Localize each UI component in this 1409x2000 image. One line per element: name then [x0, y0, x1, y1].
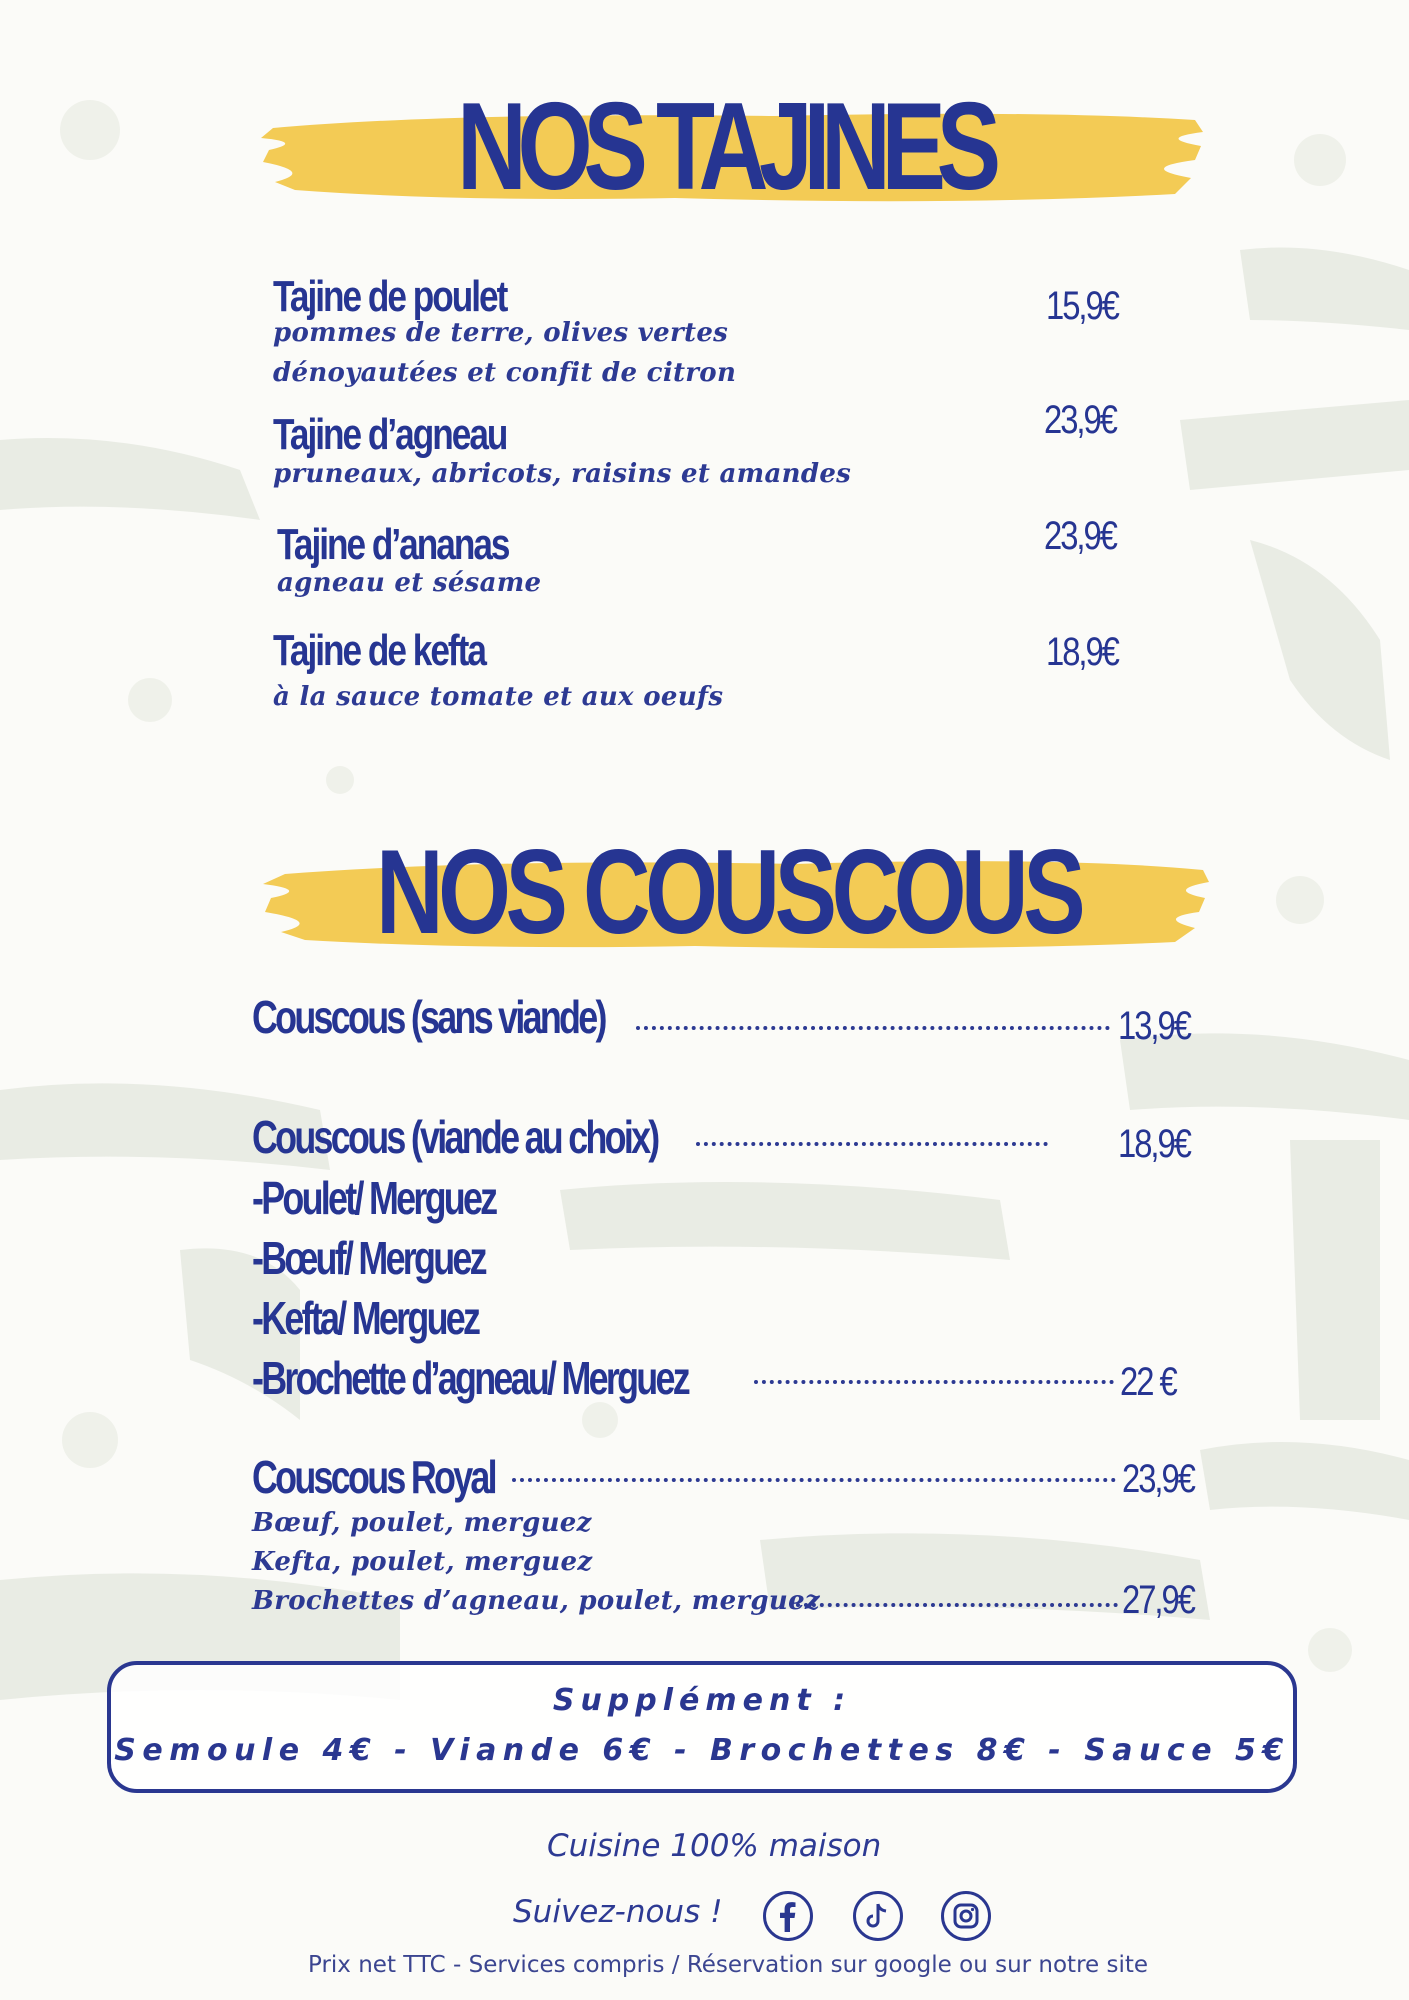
royal-line-brochettes: Brochettes d’agneau, poulet, merguez — [252, 1586, 820, 1616]
price-tajine-ananas: 23,9€ — [1044, 514, 1116, 558]
price-royal-brochettes: 27,9€ — [1122, 1578, 1194, 1622]
dish-desc-tajine-kefta: à la sauce tomate et aux oeufs — [273, 682, 724, 712]
dish-desc-tajine-agneau: pruneaux, abricots, raisins et amandes — [273, 459, 852, 489]
price-tajine-agneau: 23,9€ — [1044, 398, 1116, 442]
instagram-icon[interactable] — [941, 1891, 991, 1941]
section-title-tajines: NOS TAJINES — [457, 78, 992, 216]
dotted-leader-viande-choix — [696, 1142, 1048, 1146]
royal-line-kefta: Kefta, poulet, merguez — [252, 1547, 593, 1577]
dish-name-tajine-poulet: Tajine de poulet — [273, 272, 507, 321]
dotted-leader-royal-brochettes — [796, 1603, 1118, 1607]
footer-cuisine-maison: Cuisine 100% maison — [547, 1828, 882, 1864]
price-couscous-sans-viande: 13,9€ — [1118, 1004, 1190, 1048]
royal-line-boeuf: Bœuf, poulet, merguez — [252, 1508, 592, 1538]
tiktok-icon[interactable] — [853, 1891, 903, 1941]
dotted-leader-brochette — [754, 1380, 1114, 1384]
option-kefta-merguez: -Kefta/ Merguez — [252, 1292, 479, 1344]
price-tajine-poulet: 15,9€ — [1046, 284, 1118, 328]
supplement-prices: Semoule 4€ - Viande 6€ - Brochettes 8€ - Sauce 5€ — [114, 1733, 1290, 1768]
dish-name-tajine-ananas: Tajine d’ananas — [277, 520, 509, 569]
dish-name-couscous-royal: Couscous Royal — [252, 1451, 495, 1503]
facebook-icon[interactable] — [763, 1891, 813, 1941]
footer-note: Prix net TTC - Services compris / Réservation sur google ou sur notre site — [308, 1952, 1149, 1978]
dish-name-tajine-agneau: Tajine d’agneau — [273, 410, 507, 459]
dish-desc-tajine-poulet-2: dénoyautées et confit de citron — [273, 358, 737, 388]
price-brochette-agneau: 22 € — [1120, 1360, 1176, 1404]
dish-desc-tajine-poulet-1: pommes de terre, olives vertes — [273, 318, 729, 348]
supplement-title: Supplément : — [552, 1683, 852, 1718]
dish-name-tajine-kefta: Tajine de kefta — [273, 626, 485, 675]
dish-desc-tajine-ananas: agneau et sésame — [277, 568, 542, 598]
price-tajine-kefta: 18,9€ — [1046, 630, 1118, 674]
dotted-leader-royal — [512, 1478, 1116, 1482]
dish-name-couscous-viande-choix: Couscous (viande au choix) — [252, 1111, 658, 1163]
dotted-leader-sans-viande — [636, 1026, 1110, 1030]
option-brochette-agneau-merguez: -Brochette d’agneau/ Merguez — [252, 1352, 688, 1404]
option-boeuf-merguez: -Bœuf/ Merguez — [252, 1232, 485, 1284]
section-title-couscous: NOS COUSCOUS — [376, 825, 1081, 959]
price-couscous-viande-choix: 18,9€ — [1118, 1122, 1190, 1166]
footer-follow-us: Suivez-nous ! — [513, 1894, 723, 1930]
supplement-box — [107, 1661, 1297, 1793]
dish-name-couscous-sans-viande: Couscous (sans viande) — [252, 991, 605, 1043]
price-couscous-royal: 23,9€ — [1122, 1457, 1194, 1501]
option-poulet-merguez: -Poulet/ Merguez — [252, 1172, 496, 1224]
